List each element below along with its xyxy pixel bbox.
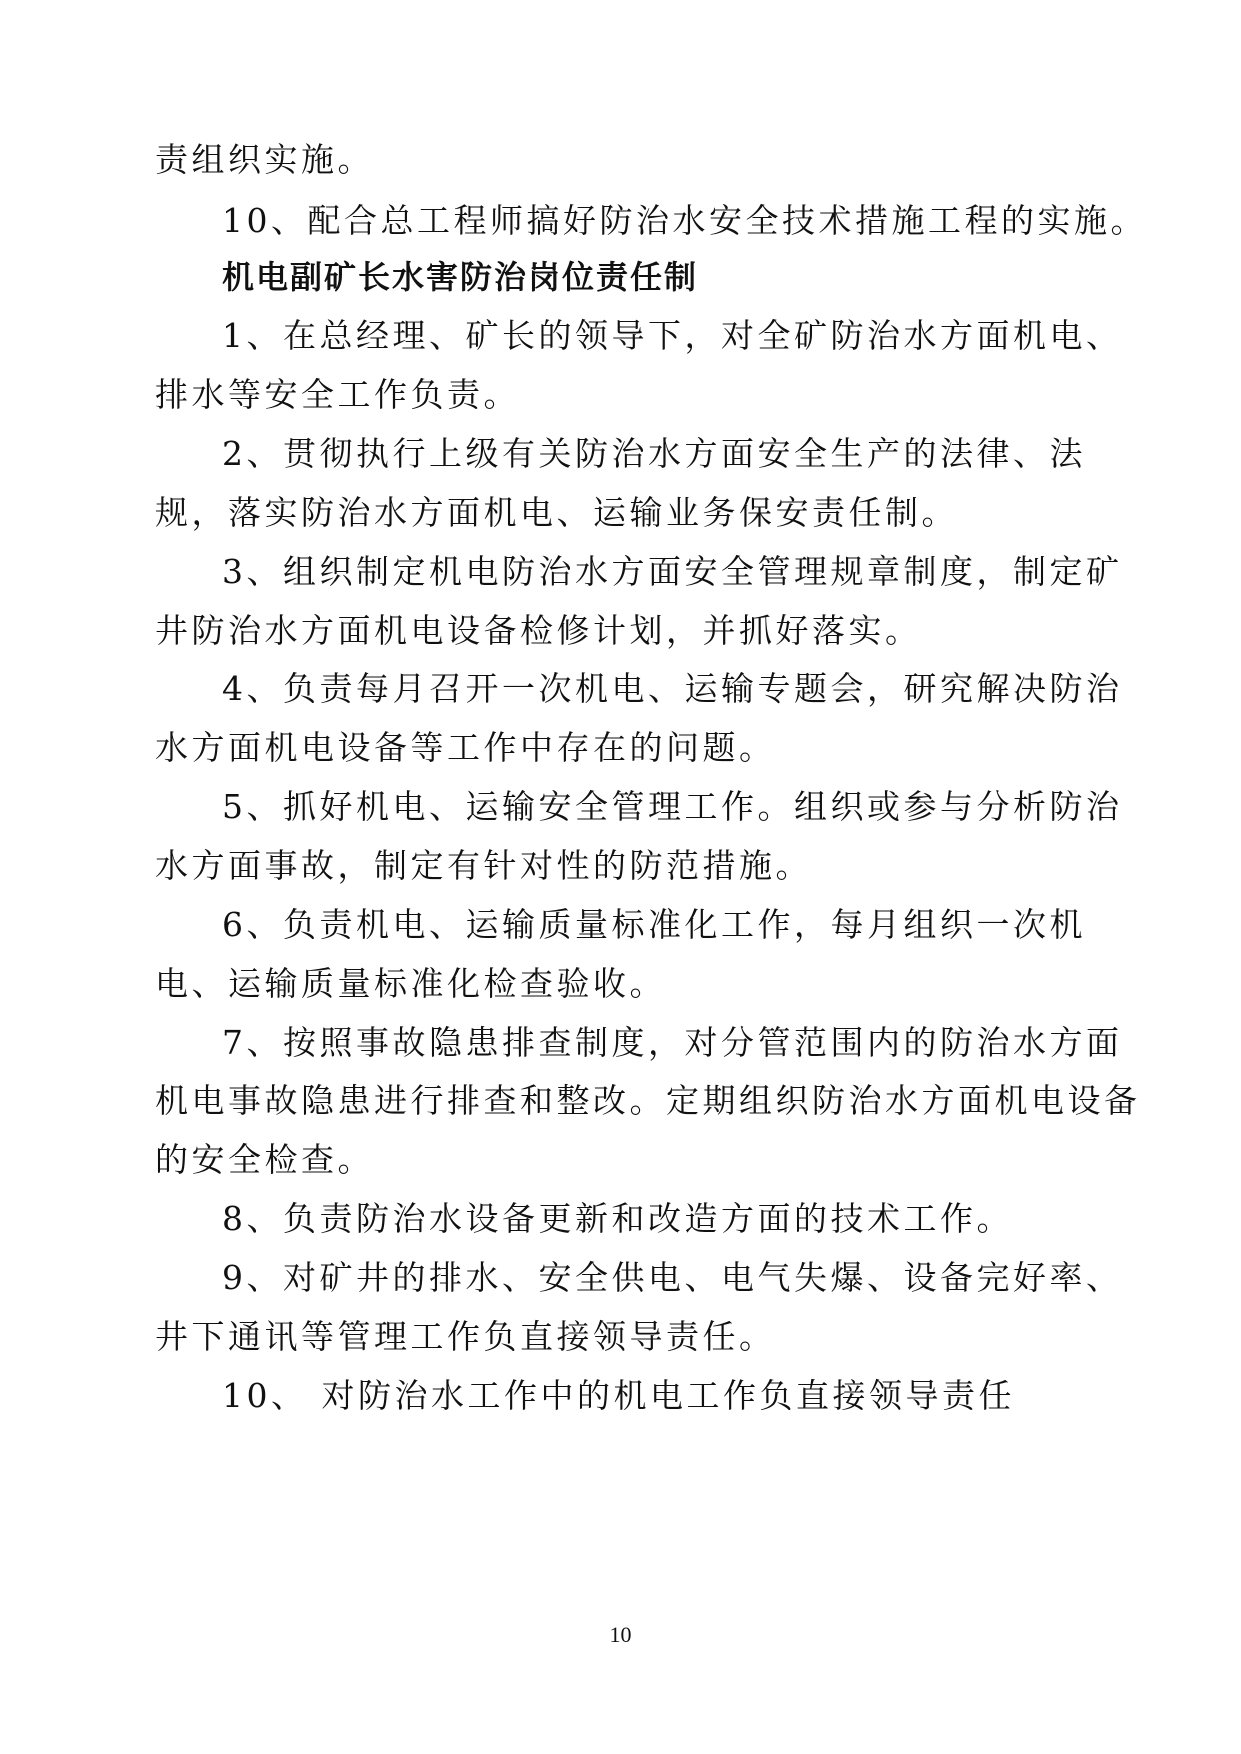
text-line-item-5: 5、抓好机电、运输安全管理工作。组织或参与分析防治 <box>222 787 1123 826</box>
text-line-continuation: 责组织实施。 <box>155 140 374 179</box>
text-line-item-3: 3、组织制定机电防治水方面安全管理规章制度，制定矿 <box>222 552 1123 591</box>
text-line-item-10: 10、配合总工程师搞好防治水安全技术措施工程的实施。 <box>222 201 1147 240</box>
text-line-item-4-cont: 水方面机电设备等工作中存在的问题。 <box>155 728 776 767</box>
text-line-item-8: 8、负责防治水设备更新和改造方面的技术工作。 <box>222 1199 1013 1238</box>
text-line-item-3-cont: 井防治水方面机电设备检修计划，并抓好落实。 <box>155 611 922 650</box>
text-line-item-10-final: 10、 对防治水工作中的机电工作负直接领导责任 <box>222 1376 1015 1415</box>
text-line-item-2-cont: 规，落实防治水方面机电、运输业务保安责任制。 <box>155 493 958 532</box>
text-line-item-9: 9、对矿井的排水、安全供电、电气失爆、设备完好率、 <box>222 1258 1123 1297</box>
text-line-item-4: 4、负责每月召开一次机电、运输专题会，研究解决防治 <box>222 669 1123 708</box>
text-line-item-5-cont: 水方面事故，制定有针对性的防范措施。 <box>155 846 812 885</box>
text-line-item-1-cont: 排水等安全工作负责。 <box>155 375 520 414</box>
text-line-item-2: 2、贯彻执行上级有关防治水方面安全生产的法律、法 <box>222 434 1086 473</box>
text-line-item-7-cont: 机电事故隐患进行排查和整改。定期组织防治水方面机电设备 <box>155 1081 1141 1120</box>
page-number: 10 <box>609 1622 632 1647</box>
text-line-item-1: 1、在总经理、矿长的领导下，对全矿防治水方面机电、 <box>222 316 1123 355</box>
text-line-item-7-cont-2: 的安全检查。 <box>155 1140 374 1179</box>
text-line-item-6: 6、负责机电、运输质量标准化工作，每月组织一次机 <box>222 905 1086 944</box>
text-line-item-7: 7、按照事故隐患排查制度，对分管范围内的防治水方面 <box>222 1023 1123 1062</box>
section-heading: 机电副矿长水害防治岗位责任制 <box>222 258 699 296</box>
text-line-item-6-cont: 电、运输质量标准化检查验收。 <box>155 964 666 1003</box>
text-line-item-9-cont: 井下通讯等管理工作负直接领导责任。 <box>155 1317 776 1356</box>
